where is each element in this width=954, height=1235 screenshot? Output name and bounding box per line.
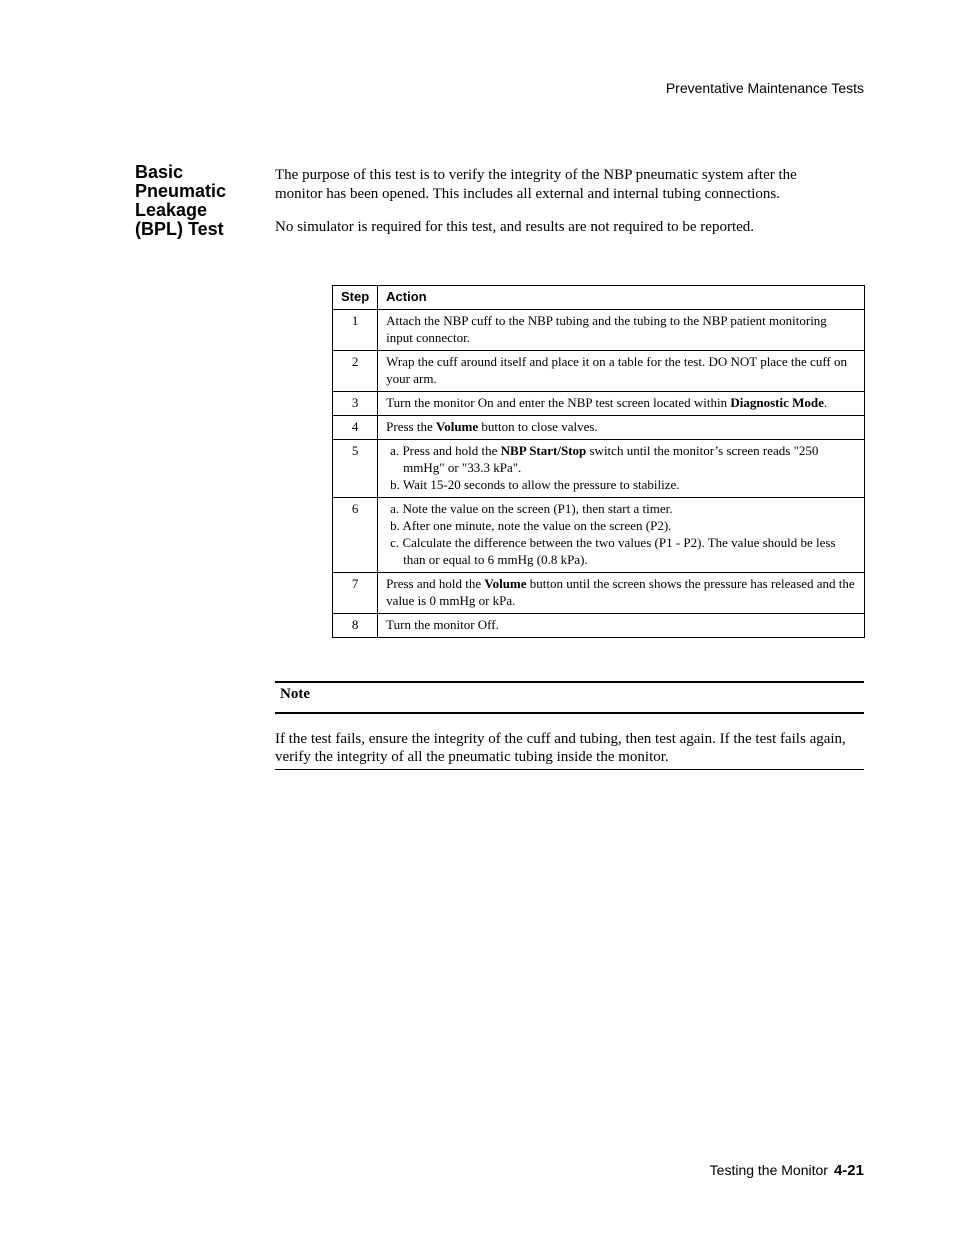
running-header: Preventative Maintenance Tests [665,80,864,96]
action-text: a. Press and hold the [390,443,501,458]
action-bold-term: Volume [484,576,527,591]
step-action [378,573,865,614]
step-number: 5 [333,440,378,498]
step-number: 4 [333,416,378,440]
table-row [333,392,865,416]
footer-chapter: Testing the Monitor [709,1162,828,1178]
table-row [333,440,865,498]
sub-step: a. Note the value on the screen (P1), then start a timer. [390,501,673,516]
table-row [333,614,865,638]
action-text: button until the screen shows the pressure has released and the value is 0 mmHg or kPa. [386,576,855,608]
note-header [275,681,864,714]
action-text: . [823,395,828,410]
page-footer [710,1162,864,1179]
section-title-line: (BPL) Test [135,219,224,239]
section-title-line: Leakage [135,200,208,220]
step-action [378,440,865,498]
step-number: 2 [333,351,378,392]
step-action [378,498,865,573]
table-header-row [333,286,865,310]
step-action [378,416,865,440]
action-bold-term: NBP Start/Stop [500,443,587,458]
step-number: 7 [333,573,378,614]
note-label: Note [280,686,310,702]
table-row [333,573,865,614]
table-row [333,498,865,573]
section-title-line: Basic [135,162,184,182]
column-header-step: Step [333,286,378,310]
step-action: Turn the monitor Off. [378,614,865,638]
sub-step [386,442,856,476]
step-action: Wrap the cuff around itself and place it on a table for the test. DO NOT place the cuff on your arm. [378,351,865,392]
sub-step: c. Calculate the difference between the two values (P1 - P2). The value should be less than or equal to 6 mmHg (0.8 kPa). [390,535,836,567]
section-title-line: Pneumatic [135,181,227,201]
action-bold-term: Volume [436,419,479,434]
intro-paragraph-purpose: The purpose of this test is to verify the integrity of the NBP pneumatic system after the monitor has been opened. This includes all external and internal tubing connections. [275,167,797,202]
column-header-action: Action [378,286,865,310]
step-number: 1 [333,310,378,351]
step-number: 8 [333,614,378,638]
page-number: 4-21 [833,1162,864,1179]
table-row [333,416,865,440]
table-row [333,351,865,392]
step-action: Attach the NBP cuff to the NBP tubing and the tubing to the NBP patient monitoring input connector. [378,310,865,351]
action-bold-term: Diagnostic Mode [730,395,824,410]
action-text: Turn the monitor On and enter the NBP test screen located within [386,395,731,410]
section-title [135,163,265,239]
note-text: If the test fails, ensure the integrity of the cuff and tubing, then test again. If the test fails again, verify the integrity of all the pneumatic tubing inside the monitor. [275,730,864,770]
action-text: switch until the monitor’s screen reads "250 mmHg" or "33.3 kPa". [403,443,819,475]
step-number: 6 [333,498,378,573]
sub-step: b. After one minute, note the value on the screen (P2). [390,518,672,533]
action-text: button to close valves. [478,419,598,434]
intro-paragraph-simulator: No simulator is required for this test, and results are not required to be reported. [275,219,755,235]
step-action [378,392,865,416]
intro-text [275,166,835,237]
sub-step: b. Wait 15-20 seconds to allow the pressure to stabilize. [390,477,680,492]
procedure-table [332,285,865,638]
step-number: 3 [333,392,378,416]
action-text: Press and hold the [386,576,485,591]
table-row [333,310,865,351]
action-text: Press the [386,419,437,434]
